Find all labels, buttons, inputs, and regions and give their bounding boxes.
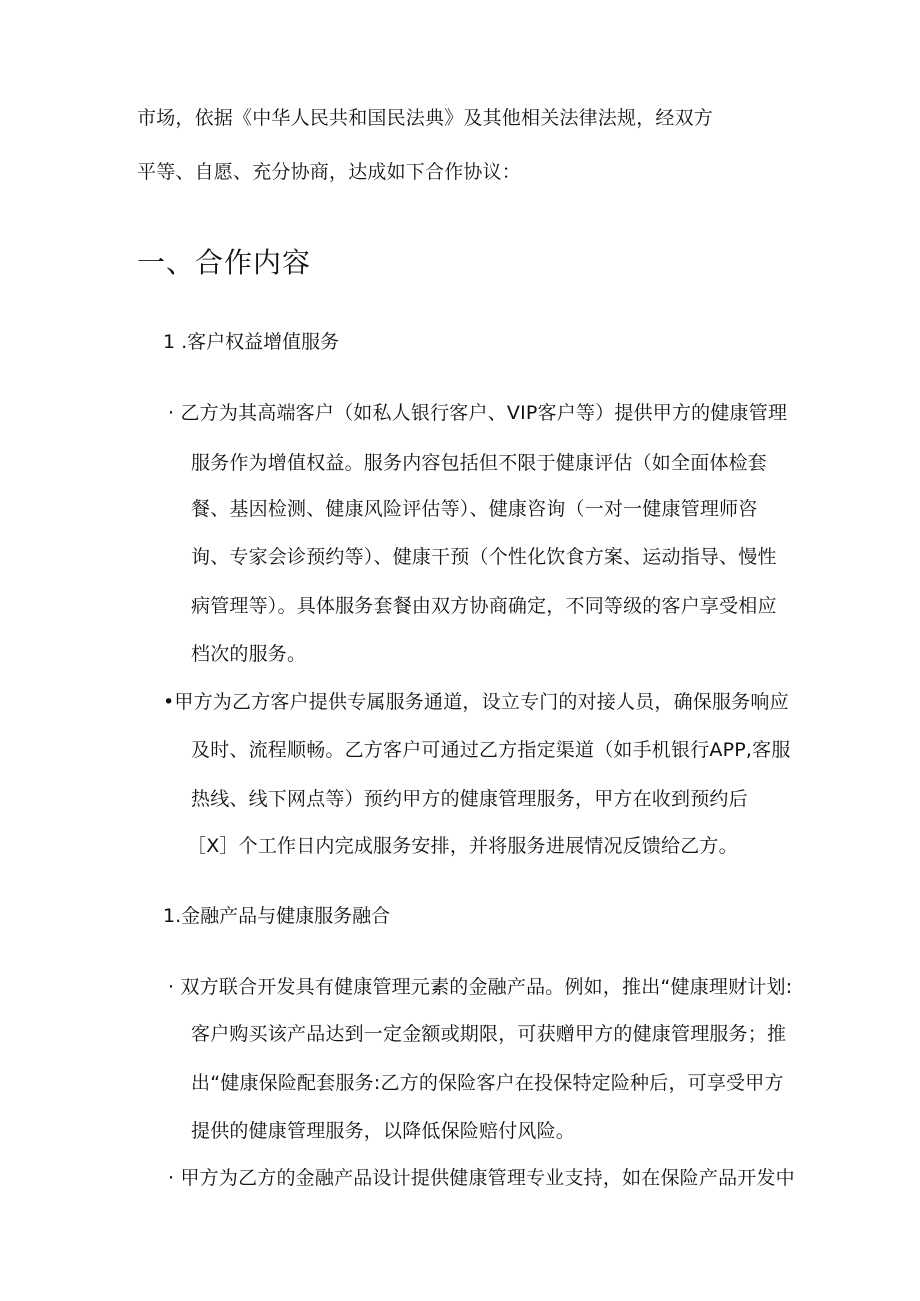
section-heading-cooperation-content: 一、合作内容 — [137, 246, 312, 279]
subsection-heading-customer-benefits: 1 .客户权益增值服务 — [163, 331, 340, 353]
bullet-line: 出“健康保险配套服务:乙方的保险客户在投保特定险种后，可享受甲方 — [191, 1072, 784, 1094]
bullet-line: 客户购买该产品达到一定金额或期限，可获赠甲方的健康管理服务；推 — [191, 1023, 787, 1045]
bullet-line: 热线、线下网点等）预约甲方的健康管理服务，甲方在收到预约后 — [191, 788, 748, 810]
bullet-line: 服务作为增值权益。服务内容包括但不限于健康评估（如全面体检套 — [191, 452, 768, 474]
bullet-line: · 双方联合开发具有健康管理元素的金融产品。例如，推出“健康理财计划: — [168, 976, 793, 998]
subsection-heading-financial-health-integration: 1.金融产品与健康服务融合 — [163, 905, 391, 927]
bullet-line: •甲方为乙方客户提供专属服务通道，设立专门的对接人员，确保服务响应 — [163, 691, 789, 713]
bullet-line: 提供的健康管理服务，以降低保险赔付风险。 — [191, 1120, 576, 1142]
bullet-line: 询、专家会诊预约等）、健康干预（个性化饮食方案、运动指导、慢性 — [191, 546, 777, 568]
bullet-line: 及时、流程顺畅。乙方客户可通过乙方指定渠道（如手机银行APP,客服 — [191, 739, 791, 761]
bullet-line: 档次的服务。 — [191, 643, 307, 665]
intro-line-2: 平等、自愿、充分协商，达成如下合作协议： — [137, 161, 522, 183]
intro-line-1: 市场，依据《中华人民共和国民法典》及其他相关法律法规，经双方 — [137, 107, 714, 129]
bullet-line: · 甲方为乙方的金融产品设计提供健康管理专业支持，如在保险产品开发中 — [168, 1167, 795, 1189]
bullet-line: ［X］个工作日内完成服务安排，并将服务进展情况反馈给乙方。 — [187, 835, 738, 857]
bullet-line: 餐、基因检测、健康风险评估等）、健康咨询（一对一健康管理师咨 — [191, 498, 758, 520]
bullet-line: · 乙方为其高端客户（如私人银行客户、VIP客户等）提供甲方的健康管理 — [168, 402, 788, 424]
bullet-line: 病管理等）。具体服务套餐由双方协商确定，不同等级的客户享受相应 — [191, 595, 777, 617]
